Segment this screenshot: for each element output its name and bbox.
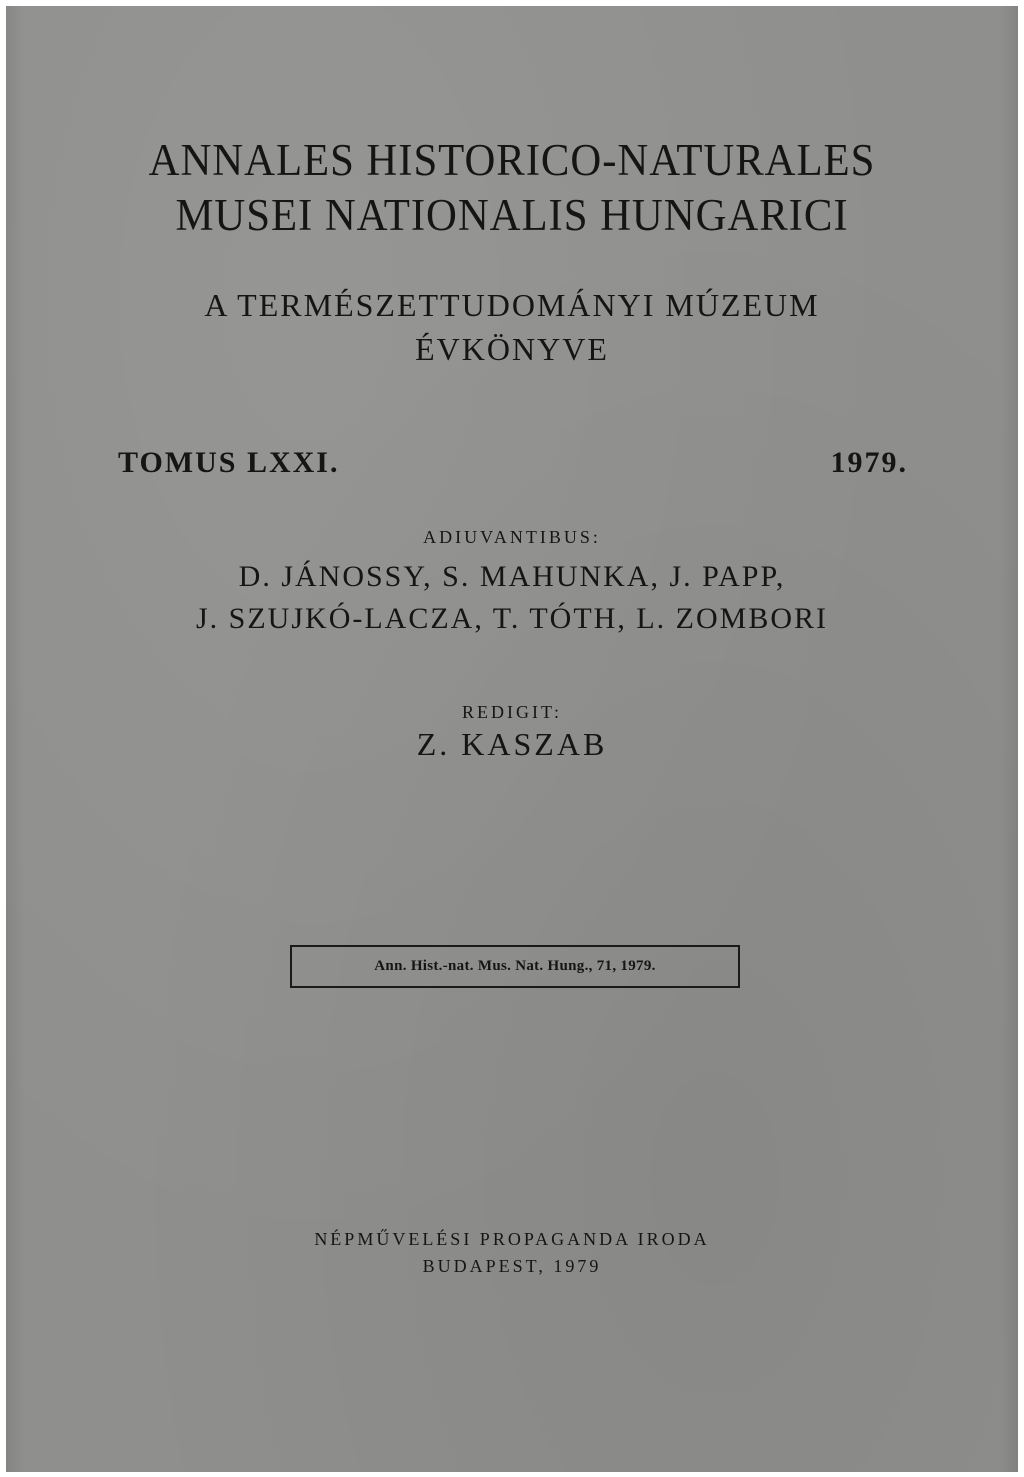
volume-year: 1979. [830,446,908,479]
redigit-label: REDIGIT: [461,702,563,722]
citation-box [290,945,740,988]
publisher-name: NÉPMŰVELÉSI PROPAGANDA IRODA [314,1229,710,1249]
volume-number: TOMUS LXXI. [118,446,340,479]
adiuvantibus-label: ADIUVANTIBUS: [423,527,601,547]
journal-title-latin-line-2: MUSEI NATIONALIS HUNGARICI [175,190,849,240]
journal-title-latin-line-1: ANNALES HISTORICO-NATURALES [148,135,876,185]
journal-title-hungarian-line-1: A TERMÉSZETTUDOMÁNYI MÚZEUM [204,287,820,323]
contributors-line-1: D. JÁNOSSY, S. MAHUNKA, J. PAPP, [238,560,786,593]
publisher-place-year: BUDAPEST, 1979 [422,1256,602,1276]
citation-text: Ann. Hist.-nat. Mus. Nat. Hung., 71, 1979. [374,958,656,974]
volume-row [118,446,908,482]
editor-name: Z. KASZAB [416,726,608,762]
journal-title-hungarian-line-2: ÉVKÖNYVE [415,331,609,367]
contributors-line-2: J. SZUJKÓ-LACZA, T. TÓTH, L. ZOMBORI [196,602,828,635]
journal-cover [6,6,1018,1472]
